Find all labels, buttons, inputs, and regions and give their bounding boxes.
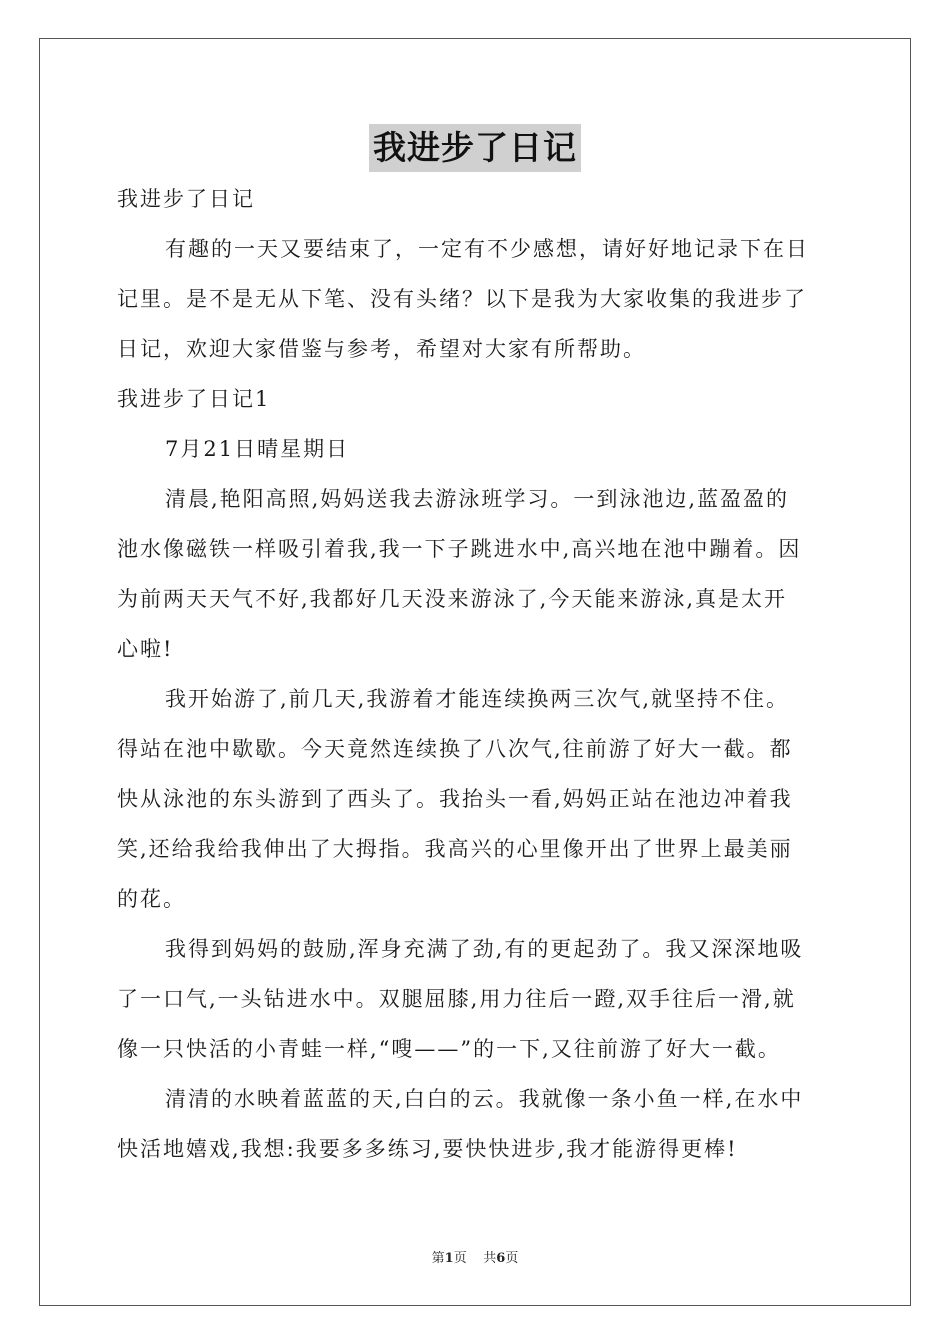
text-line: 清清的水映着蓝蓝的天,白白的云。我就像一条小鱼一样,在水中 [165,1087,804,1111]
document-title: 我进步了日记 [369,124,581,172]
text-line: 日记，欢迎大家借鉴与参考，希望对大家有所帮助。 [117,337,646,361]
title-container [0,124,950,172]
text-line: 快活地嬉戏,我想:我要多多练习,要快快进步,我才能游得更棒! [117,1137,738,1161]
text-line: 快从泳池的东头游到了西头了。我抬头一看,妈妈正站在池边冲着我 [117,787,793,811]
text-line: 像一只快活的小青蛙一样,“嗖——”的一下,又往前游了好大一截。 [117,1037,781,1061]
text-line: 我开始游了,前几天,我游着才能连续换两三次气,就坚持不住。 [165,687,790,711]
section-heading [117,374,837,424]
document-body [117,174,837,1174]
paragraph-1 [117,474,837,674]
total-suffix: 页 [505,1251,519,1266]
page-prefix: 第 [431,1251,445,1266]
text-line: 我得到妈妈的鼓励,浑身充满了劲,有的更起劲了。我又深深地吸 [165,937,804,961]
text-line: 池水像磁铁一样吸引着我,我一下子跳进水中,高兴地在池中蹦着。因 [117,537,802,561]
paragraph-2 [117,674,837,924]
paragraph-3 [117,924,837,1074]
paragraph-heading [117,174,837,224]
text-line: 7月21日晴星期日 [165,437,350,461]
text-line: 的花。 [117,887,186,911]
page-footer [0,1247,950,1266]
text-line: 清晨,艳阳高照,妈妈送我去游泳班学习。一到泳池边,蓝盈盈的 [165,487,790,511]
text-line: 为前两天天气不好,我都好几天没来游泳了,今天能来游泳,真是太开 [117,587,788,611]
diary-date [117,424,837,474]
total-prefix: 共 [483,1251,497,1266]
text-line: 得站在池中歇歇。今天竟然连续换了八次气,往前游了好大一截。都 [117,737,793,761]
page-suffix: 页 [453,1251,467,1266]
text-line: 我进步了日记1 [117,387,271,411]
text-line: 了一口气,一头钻进水中。双腿屈膝,用力往后一蹬,双手往后一滑,就 [117,987,796,1011]
paragraph-intro [117,224,837,374]
page-total: 6 [496,1251,506,1266]
text-line: 记里。是不是无从下笔、没有头绪？以下是我为大家收集的我进步了 [117,287,807,311]
paragraph-4 [117,1074,837,1174]
text-line: 我进步了日记 [117,187,255,211]
text-line: 笑,还给我给我伸出了大拇指。我高兴的心里像开出了世界上最美丽 [117,837,793,861]
page-current: 1 [444,1251,454,1266]
text-line: 有趣的一天又要结束了，一定有不少感想，请好好地记录下在日 [165,237,809,261]
text-line: 心啦! [117,637,174,661]
